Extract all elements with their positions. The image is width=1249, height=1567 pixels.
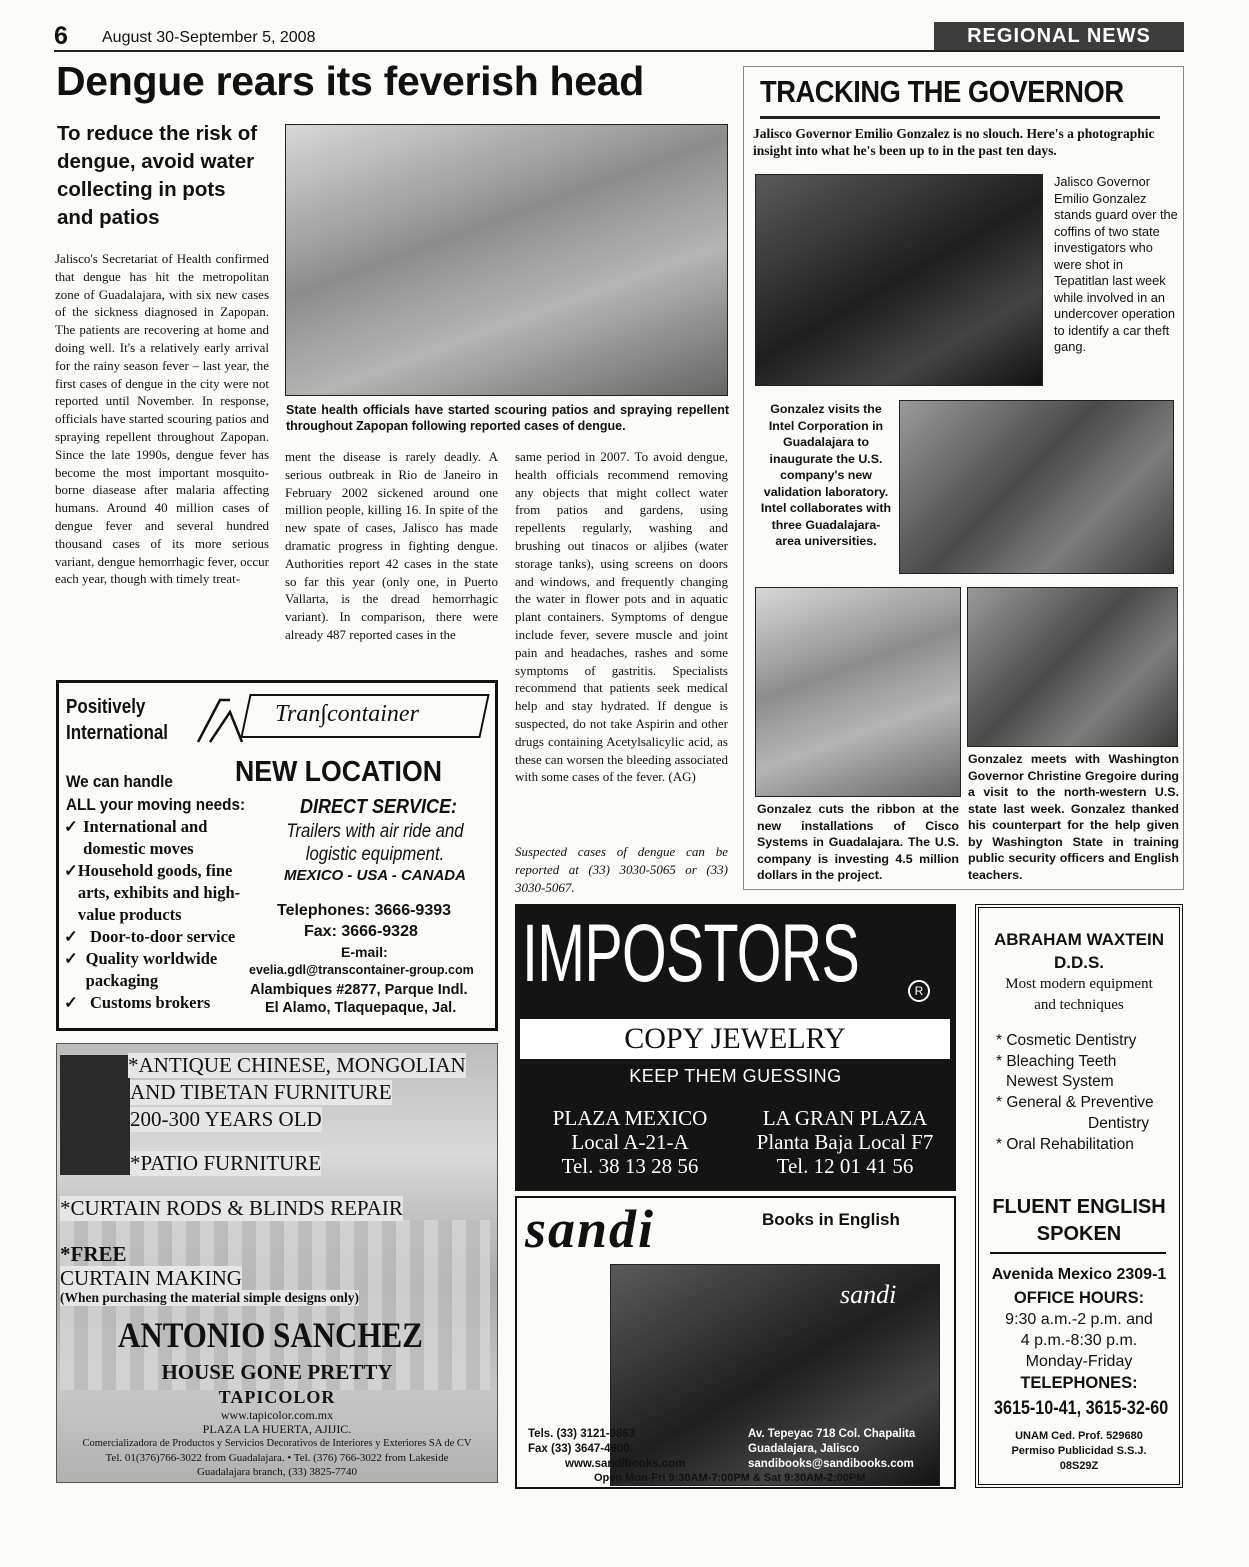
impostors-sub: COPY JEWELRY	[520, 1019, 950, 1059]
dentist-address: Avenida Mexico 2309-1	[991, 1266, 1167, 1283]
dentist-title: D.D.S.	[1053, 953, 1105, 972]
list-item: * General & Preventive	[996, 1094, 1154, 1112]
list-item: ✓ Quality worldwide packaging	[64, 949, 218, 990]
sandi-sign: sandi	[840, 1280, 897, 1309]
governor-caption-2: Gonzalez visits the Intel Corporation in Guadalajara to inaugurate the U.S. company's new validation laboratory. Intel collaborates with three Guadalajara-area universities.	[760, 402, 892, 548]
dentist-tels: 3615-10-41, 3615-32-60	[994, 1398, 1169, 1419]
article-contact: Suspected cases of dengue can be reported at (33) 3030-5065 or (33) 3030-5067.	[515, 844, 728, 895]
issue-date: August 30-September 5, 2008	[102, 29, 316, 46]
sandi-address-1: Av. Tepeyac 718 Col. Chapalita	[748, 1428, 916, 1440]
list-item: Dentistry	[1088, 1114, 1150, 1132]
antique-tels: Tel. 01(376)766-3022 from Guadalajara. • Tel. (376) 766-3022 from Lakeside	[105, 1452, 449, 1464]
location-name: PLAZA MEXICO	[552, 1106, 708, 1130]
transcontainer-email[interactable]: evelia.gdl@transcontainer-group.com	[249, 963, 474, 977]
list-item: ✓ Door-to-door service	[64, 927, 236, 946]
antique-line-1: *ANTIQUE CHINESE, MONGOLIAN	[128, 1053, 466, 1077]
transcontainer-tagline-2: International	[66, 722, 169, 744]
governor-photo-intel	[899, 400, 1174, 574]
list-item: Newest System	[1006, 1073, 1114, 1091]
dentist-days: Monday-Friday	[1025, 1353, 1133, 1370]
governor-caption-1: Jalisco Governor Emilio Gonzalez stands guard over the coffins of two state investigators who were shot in Tepatitlan last week while involved in an undercover operation to identify a car theft gang.	[1054, 174, 1178, 354]
sandi-hours: Open Mon-Fri 9:30AM-7:00PM & Sat 9:30AM-2:00PM	[594, 1472, 866, 1484]
transcontainer-address-2: El Alamo, Tlaquepaque, Jal.	[265, 1000, 457, 1016]
antique-company: Comercializadora de Productos y Servicios Decorativos de Interiores y Exteriores SA de CV	[82, 1438, 472, 1449]
transcontainer-address-1: Alambiques #2877, Parque Indl.	[250, 982, 468, 998]
dentist-hours-label: OFFICE HOURS:	[1013, 1289, 1145, 1307]
dentist-equipment-2: and techniques	[1034, 997, 1124, 1013]
dentist-divider	[990, 1252, 1166, 1254]
location-name: LA GRAN PLAZA	[762, 1106, 928, 1130]
governor-title-rule	[760, 116, 1160, 119]
antique-shop: HOUSE GONE PRETTY	[161, 1360, 393, 1384]
antique-line-6: *FREE	[60, 1242, 127, 1266]
list-item: * Cosmetic Dentistry	[996, 1032, 1137, 1049]
antique-brand: TAPICOLOR	[218, 1387, 336, 1407]
article-photo-caption: State health officials have started scouring patios and spraying repellent throughout Zapopan following reported cases of dengue.	[286, 403, 729, 433]
dentist-name: ABRAHAM WAXTEIN	[994, 930, 1164, 949]
governor-photo-gregoire	[967, 587, 1178, 747]
governor-photo-cisco	[755, 587, 961, 797]
article-col-2: ment the disease is rarely deadly. A serious outbreak in Rio de Janeiro in February 2002 sickened around one million people, killing 16. In spite of the new spate of cases, Jalisco has made dramatic progress in fighting dengue. Authorities report 42 cases in the state so far this year (only one, in Puerto Vallarta, is the dread hemorrhagic variant). In comparison, there were already 487 reported cases in the	[285, 449, 498, 642]
governor-caption-3: Gonzalez cuts the ribbon at the new installations of Cisco Systems in Guadalajara. The U.S. company is investing 4.5 million dollars in the project.	[757, 802, 959, 882]
dentist-tel-label: TELEPHONES:	[1020, 1374, 1138, 1392]
dentist-services	[996, 1031, 1176, 1155]
transcontainer-logo-text: Tran∫container	[275, 701, 419, 727]
dentist-english-1: FLUENT ENGLISH	[992, 1196, 1166, 1218]
dentist-code: 08S29Z	[1059, 1460, 1099, 1472]
transcontainer-email-label: E-mail:	[341, 944, 388, 960]
transcontainer-truck-icon	[190, 692, 250, 752]
location-tel: Tel. 38 13 28 56	[561, 1154, 699, 1178]
transcontainer-fax: Fax: 3666-9328	[304, 923, 418, 940]
transcontainer-handle-2: ALL your moving needs:	[66, 795, 246, 814]
governor-photo-coffins	[755, 174, 1043, 386]
impostors-slogan: KEEP THEM GUESSING	[629, 1066, 842, 1086]
antique-line-2: AND TIBETAN FURNITURE	[130, 1080, 392, 1104]
dentist-hours-1: 9:30 a.m.-2 p.m. and	[1005, 1311, 1153, 1328]
transcontainer-new-location: NEW LOCATION	[235, 756, 442, 788]
location-local: Planta Baja Local F7	[756, 1130, 934, 1154]
impostors-brand: IMPOSTORS	[522, 908, 860, 999]
antique-branch: Guadalajara branch, (33) 3825-7740	[196, 1466, 358, 1478]
headline: Dengue rears its feverish head	[56, 58, 645, 104]
impostors-location-1	[530, 1106, 730, 1178]
antique-line-8: (When purchasing the material simple designs only)	[60, 1290, 360, 1305]
transcontainer-trailers: Trailers with air ride and logistic equipment.	[286, 821, 464, 865]
cabinet-image	[60, 1055, 130, 1175]
antique-web[interactable]: www.tapicolor.com.mx	[220, 1408, 334, 1422]
article-col-3: same period in 2007. To avoid dengue, health officials recommend removing any objects that might collect water from patios and gardens, using repellents regularly, washing and brushing out tinacos or aljibes (water storage tanks), using screens on doors and windows, and frequently changing the water in flower pots and in aquatic plant containers. Symptoms of dengue include fever, severe muscle and joint pain and headaches, rashes and some symptoms of gastritis. Specialists recommend that patients seek medical help and stay hydrated. If dengue is suspected, do not take Aspirin and other drugs containing Acetylsalicylic acid, as these can worsen the bleeding associated with some cases of the fever. (AG)	[515, 449, 728, 785]
dentist-ced: UNAM Ced. Prof. 529680	[1015, 1430, 1143, 1442]
page-number: 6	[54, 22, 68, 50]
transcontainer-tel: Telephones: 3666-9393	[277, 902, 452, 919]
list-item: ✓ International and domestic moves	[64, 817, 208, 858]
dentist-permiso: Permiso Publicidad S.S.J.	[1011, 1445, 1147, 1457]
dentist-hours-2: 4 p.m.-8:30 p.m.	[1020, 1332, 1138, 1349]
transcontainer-direct: DIRECT SERVICE:	[300, 796, 458, 818]
dentist-english-2: SPOKEN	[1036, 1223, 1122, 1245]
registered-icon: R	[908, 980, 930, 1002]
list-item: ✓ Household goods, fine arts, exhibits and high-value products	[64, 861, 241, 924]
governor-intro: Jalisco Governor Emilio Gonzalez is no slouch. Here's a photographic insight into what he's been up to in the past ten days.	[753, 126, 1155, 158]
impostors-location-2	[740, 1106, 950, 1178]
location-local: Local A-21-A	[571, 1130, 689, 1154]
list-item: ✓ Customs brokers	[64, 993, 211, 1012]
list-item: * Oral Rehabilitation	[996, 1135, 1134, 1153]
sandi-books: Books in English	[762, 1210, 900, 1229]
article-photo	[285, 124, 728, 396]
list-item: * Bleaching Teeth	[996, 1052, 1117, 1070]
location-tel: Tel. 12 01 41 56	[776, 1154, 914, 1178]
article-deck: To reduce the risk of dengue, avoid water collecting in pots and patios	[57, 122, 258, 229]
article-col-1: Jalisco's Secretariat of Health confirmed that dengue has hit the metropolitan zone of Guadalajara, with six new cases of the sickness diagnosed in Zapopan. The patients are recovering at home and doing well. It's a relatively early arrival for the rainy season fever – last year, the first cases of dengue in the city were not reported until November. In response, officials have started scouring patios and spraying repellent throughout Zapopan. Since the late 1990s, dengue fever has become the most important mosquito-borne diasease after malaria affecting humans. Around 40 million cases of dengue fever and several hundred thousand cases of its more serious variant, dengue hemorrhagic fever, occur each year, though with timely treat-	[55, 251, 269, 587]
antique-line-7: CURTAIN MAKING	[60, 1266, 242, 1290]
transcontainer-list	[64, 816, 259, 1014]
antique-plaza: PLAZA LA HUERTA, AJIJIC.	[202, 1422, 352, 1436]
antique-line-3: 200-300 YEARS OLD	[130, 1107, 322, 1131]
sandi-tels: Tels. (33) 3121-0863	[528, 1428, 636, 1440]
antique-name: ANTONIO SANCHEZ	[118, 1315, 423, 1355]
transcontainer-countries: MEXICO - USA - CANADA	[284, 867, 466, 884]
sandi-web[interactable]: www.sandibooks.com	[565, 1458, 686, 1470]
sandi-logo: sandi	[525, 1199, 656, 1259]
governor-title: TRACKING THE GOVERNOR	[760, 74, 1124, 109]
antique-line-5: *CURTAIN RODS & BLINDS REPAIR	[60, 1196, 403, 1220]
antique-line-4: *PATIO FURNITURE	[130, 1151, 322, 1175]
dentist-equipment-1: Most modern equipment	[1005, 976, 1153, 992]
transcontainer-tagline-1: Positively	[66, 696, 146, 718]
sandi-email[interactable]: sandibooks@sandibooks.com	[748, 1458, 914, 1470]
transcontainer-handle-1: We can handle	[66, 772, 173, 791]
sandi-address-2: Guadalajara, Jalisco	[748, 1443, 860, 1455]
governor-caption-4: Gonzalez meets with Washington Governor Christine Gregoire during a visit to the north-western U.S. state last week. Gonzalez thanked his counterpart for the help given by Washington State in training public security officers and English teachers.	[968, 752, 1179, 882]
sandi-fax: Fax (33) 3647-4600	[528, 1443, 630, 1455]
header-rule	[54, 50, 1184, 52]
section-banner: REGIONAL NEWS	[934, 22, 1184, 50]
